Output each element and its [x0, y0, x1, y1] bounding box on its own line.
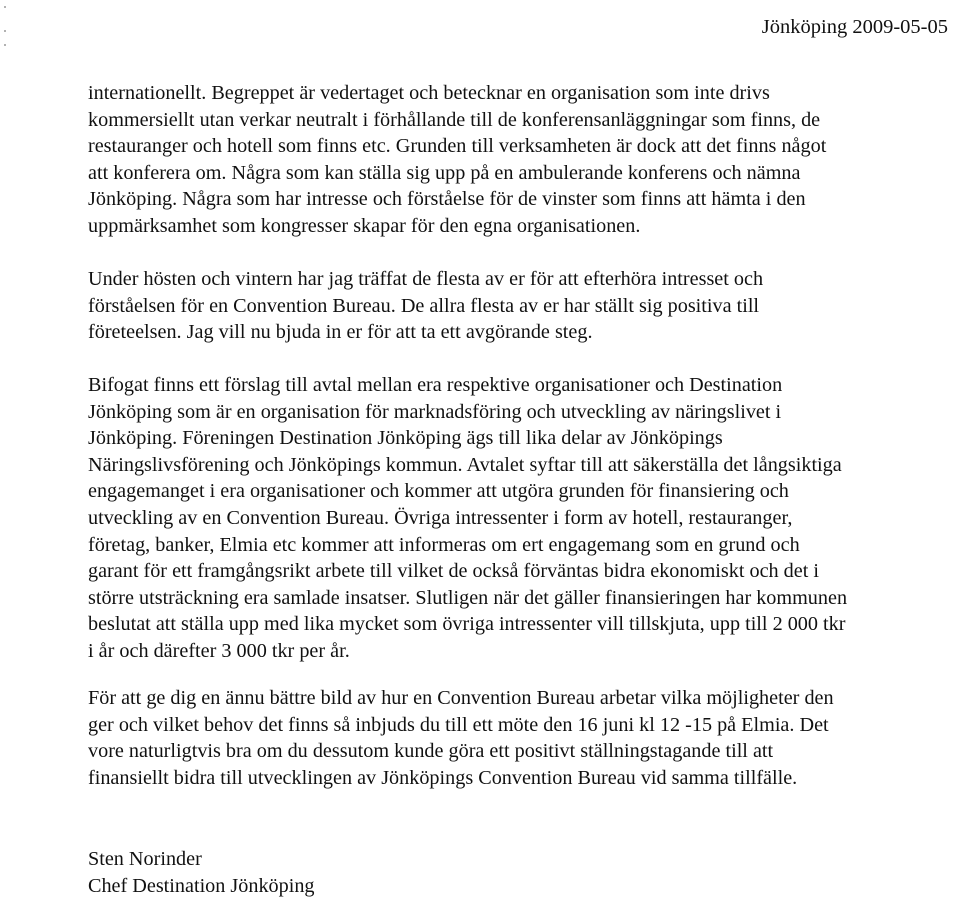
paragraph-agreement: [88, 372, 954, 665]
text-line: Jönköping som är en organisation för marknadsföring och utveckling av näringslivet i: [88, 400, 782, 423]
paragraph-meetings: [88, 266, 954, 346]
text-line: kommersiellt utan verkar neutralt i förhållande till de konferensanläggningar som finns, de: [88, 108, 821, 131]
text-line: beslutat att ställa upp med lika mycket som övriga intressenter vill tillskjuta, upp till 2 000 tkr: [88, 613, 846, 636]
text-line: Under hösten och vintern har jag träffat de flesta av er för att efterhöra intresset och: [88, 268, 764, 290]
text-line: engagemanget i era organisationer och kommer att utgöra grunden för finansiering och: [88, 480, 789, 503]
text-line: Jönköping. Föreningen Destination Jönköping ägs till lika delar av Jönköpings: [88, 427, 723, 450]
text-line: att konferera om. Några som kan ställa sig upp på en ambulerande konferens och nämna: [88, 161, 801, 184]
text-line: Jönköping. Några som har intresse och förståelse för de vinster som finns att hämta i den: [88, 188, 806, 211]
text-line: förståelsen för en Convention Bureau. De allra flesta av er har ställt sig positiva till: [88, 294, 760, 317]
paragraph-intro: [88, 80, 954, 240]
signer-title: Chef Destination Jönköping: [88, 874, 315, 897]
signature-block: [88, 846, 315, 899]
text-line: utveckling av en Convention Bureau. Övriga intressenter i form av hotell, restauranger,: [88, 506, 793, 529]
text-line: finansiellt bidra till utvecklingen av Jönköpings Convention Bureau vid samma tillfälle.: [88, 766, 798, 789]
text-line: För att ge dig en ännu bättre bild av hur en Convention Bureau arbetar vilka möjligheter den: [88, 687, 834, 709]
text-line: vore naturligtvis bra om du dessutom kunde göra ett positivt ställningstagande till att: [88, 740, 774, 763]
text-line: Bifogat finns ett förslag till avtal mellan era respektive organisationer och Destination: [88, 374, 783, 396]
paragraph-invitation: [88, 685, 954, 791]
text-line: ger och vilket behov det finns så inbjuds du till ett möte den 16 juni kl 12 -15 på Elmia. Det: [88, 713, 829, 736]
scan-speck: [4, 30, 6, 32]
text-line: Näringslivsförening och Jönköpings kommun. Avtalet syftar till att säkerställa det långsiktiga: [88, 453, 842, 476]
text-line: restauranger och hotell som finns etc. Grunden till verksamheten är dock att det finns något: [88, 135, 827, 158]
text-line: företeelsen. Jag vill nu bjuda in er för att ta ett avgörande steg.: [88, 321, 593, 344]
text-line: uppmärksamhet som kongresser skapar för den egna organisationen.: [88, 214, 641, 237]
signer-name: Sten Norinder: [88, 848, 202, 870]
scan-speck: [4, 44, 6, 46]
scan-speck: [4, 6, 6, 8]
text-line: i år och därefter 3 000 tkr per år.: [88, 639, 350, 662]
text-line: internationellt. Begreppet är vedertaget och betecknar en organisation som inte drivs: [88, 82, 770, 104]
text-line: större utsträckning era samlade insatser. Slutligen när det gäller finansieringen har kommunen: [88, 586, 848, 609]
letter-date: Jönköping 2009-05-05: [761, 16, 948, 38]
text-line: garant för ett framgångsrikt arbete till vilket de också förväntas bidra ekonomiskt och det i: [88, 560, 819, 583]
text-line: företag, banker, Elmia etc kommer att informeras om ert engagemang som en grund och: [88, 533, 800, 556]
